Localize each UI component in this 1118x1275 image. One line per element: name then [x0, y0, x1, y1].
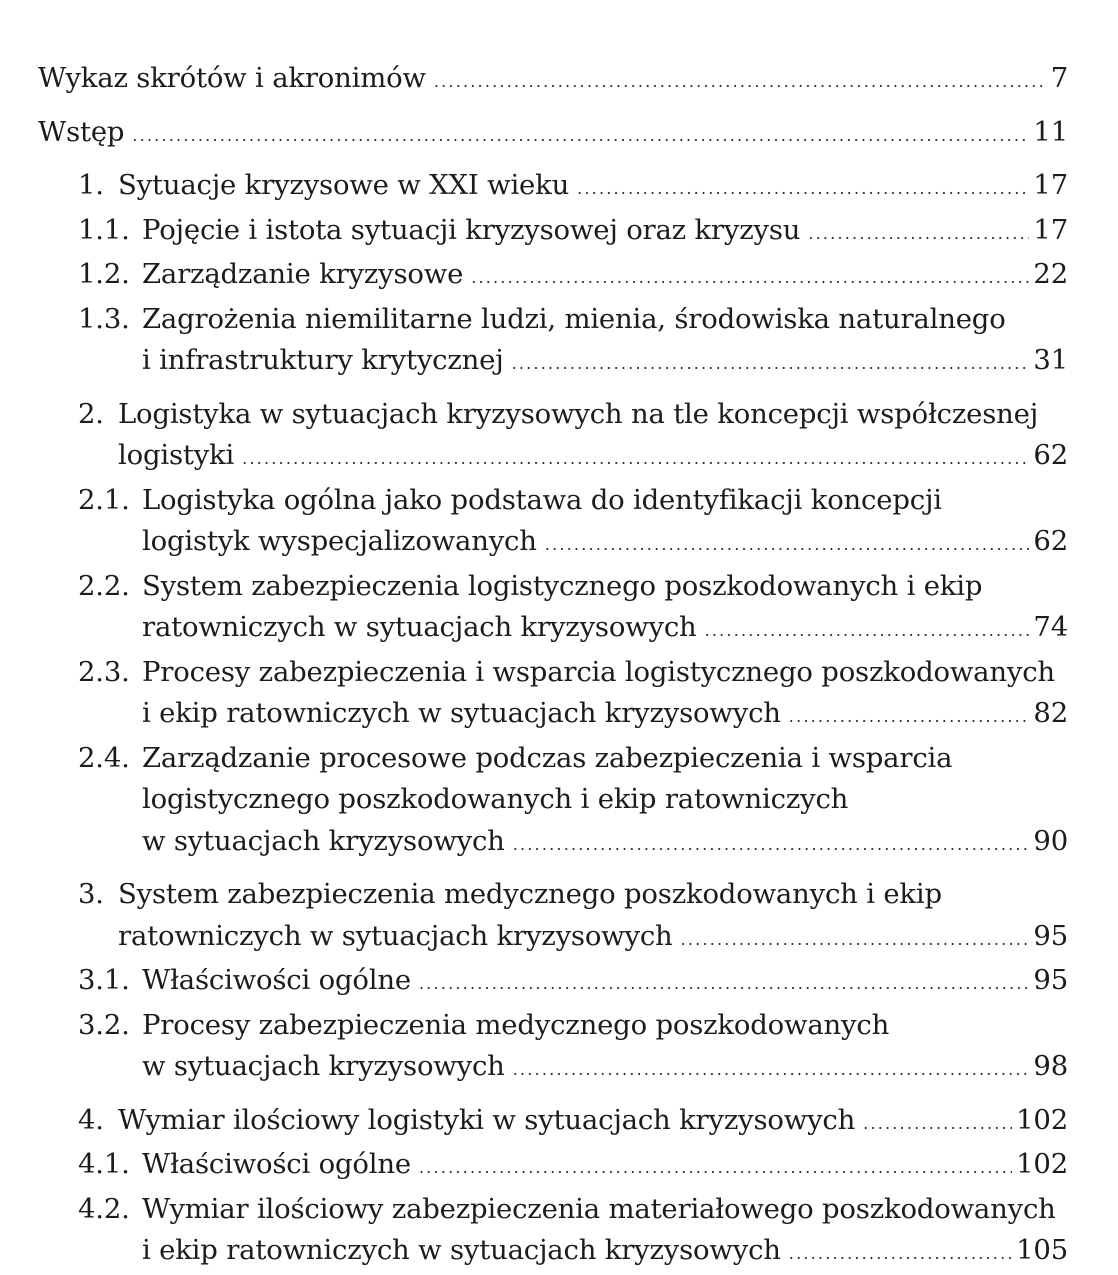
- toc-page-number: 95: [1033, 919, 1068, 952]
- leader-dots: [434, 61, 1047, 103]
- toc-number: 1.2.: [78, 258, 130, 290]
- toc-entry-title-line: w sytuacjach kryzysowych: [142, 824, 505, 857]
- toc-entry-title: Wykaz skrótów i akronimów: [38, 62, 426, 94]
- toc-entry-title-line: Zagrożenia niemilitarne ludzi, mienia, środowiska naturalnego: [142, 302, 1006, 335]
- toc-section-1-2: [38, 254, 1068, 299]
- table-of-contents: [38, 58, 1068, 1275]
- toc-entry-title-line: ratowniczych w sytuacjach kryzysowych: [118, 919, 673, 952]
- toc-entry-introduction: [38, 112, 1068, 157]
- leader-dots: [808, 213, 1029, 255]
- leader-dots: [577, 168, 1029, 210]
- toc-page-number: 102: [1016, 1148, 1068, 1180]
- toc-number: 3.1.: [78, 964, 130, 996]
- toc-chapter-2: [38, 394, 1068, 480]
- toc-entry-title-line: Procesy zabezpieczenia medycznego poszkodowanych: [142, 1008, 890, 1041]
- toc-entry-title: Pojęcie i istota sytuacji kryzysowej oraz kryzysu: [142, 213, 801, 246]
- toc-chapter-3: [38, 874, 1068, 960]
- toc-page-number: 62: [1033, 439, 1068, 471]
- toc-section-4-2: [38, 1189, 1068, 1275]
- toc-entry-title: Właściwości ogólne: [142, 964, 411, 996]
- toc-page-number: 82: [1033, 697, 1068, 729]
- toc-entry-abbreviations: [38, 58, 1068, 103]
- leader-dots: [789, 1233, 1012, 1275]
- toc-page-number: 22: [1033, 258, 1068, 290]
- leader-dots: [863, 1103, 1012, 1145]
- toc-section-4-1: [38, 1144, 1068, 1189]
- toc-number: 2.1.: [78, 483, 130, 516]
- toc-number: 2.: [78, 397, 104, 430]
- toc-page-number: 11: [1033, 115, 1068, 148]
- toc-entry-title-line: Logistyka w sytuacjach kryzysowych na tle koncepcji współczesnej: [118, 397, 1039, 430]
- toc-entry-title-line: w sytuacjach kryzysowych: [142, 1050, 505, 1082]
- toc-chapter-1: [38, 165, 1068, 210]
- toc-entry-title-line: i ekip ratowniczych w sytuacjach kryzysowych: [142, 1234, 781, 1266]
- toc-entry-title-line: Logistyka ogólna jako podstawa do identyfikacji koncepcji: [142, 483, 942, 516]
- toc-number: 1.: [78, 169, 104, 201]
- leader-dots: [512, 343, 1030, 385]
- leader-dots: [789, 696, 1030, 738]
- toc-number: 1.3.: [78, 302, 130, 335]
- toc-entry-title-line: System zabezpieczenia medycznego poszkodowanych i ekip: [118, 878, 942, 910]
- toc-entry-title-line: Zarządzanie procesowe podczas zabezpieczenia i wsparcia: [142, 741, 953, 774]
- toc-number: 4.1.: [78, 1148, 130, 1180]
- leader-dots: [545, 524, 1030, 566]
- toc-section-1-3: [38, 299, 1068, 385]
- toc-entry-title: Właściwości ogólne: [142, 1148, 411, 1180]
- toc-page-number: 17: [1033, 213, 1068, 246]
- toc-section-2-4: [38, 738, 1068, 866]
- toc-page-number: 31: [1033, 344, 1068, 376]
- leader-dots: [419, 963, 1029, 1005]
- toc-entry-title: Zarządzanie kryzysowe: [142, 258, 464, 290]
- toc-entry-title: Sytuacje kryzysowe w XXI wieku: [118, 169, 570, 201]
- toc-number: 4.: [78, 1103, 104, 1136]
- leader-dots: [513, 824, 1030, 866]
- toc-page-number: 90: [1033, 824, 1068, 857]
- toc-number: 2.3.: [78, 655, 130, 688]
- leader-dots: [513, 1049, 1030, 1091]
- toc-page-number: 7: [1050, 62, 1068, 94]
- leader-dots: [471, 257, 1029, 299]
- toc-number: 4.2.: [78, 1192, 130, 1225]
- toc-page-number: 95: [1033, 964, 1068, 996]
- toc-entry-title-line: System zabezpieczenia logistycznego poszkodowanych i ekip: [142, 569, 983, 602]
- toc-entry-title-line: i ekip ratowniczych w sytuacjach kryzysowych: [142, 697, 781, 729]
- toc-page-number: 17: [1033, 169, 1068, 201]
- toc-entry-title: Wstęp: [38, 115, 125, 148]
- toc-entry-title-line: logistyki: [118, 439, 235, 471]
- toc-entry-title-line: logistyk wyspecjalizowanych: [142, 525, 537, 557]
- toc-number: 2.2.: [78, 569, 130, 602]
- leader-dots: [242, 438, 1029, 480]
- toc-number: 3.: [78, 878, 104, 910]
- leader-dots: [681, 919, 1030, 961]
- toc-page-number: 98: [1033, 1050, 1068, 1082]
- leader-dots: [705, 610, 1030, 652]
- toc-section-3-2: [38, 1005, 1068, 1091]
- leader-dots: [419, 1147, 1012, 1189]
- toc-number: 1.1.: [78, 213, 130, 246]
- toc-number: 2.4.: [78, 741, 130, 774]
- toc-section-2-1: [38, 480, 1068, 566]
- toc-entry-title-line: Wymiar ilościowy zabezpieczenia materiałowego poszkodowanych: [142, 1192, 1056, 1225]
- leader-dots: [132, 115, 1029, 157]
- toc-entry-title-line: logistycznego poszkodowanych i ekip ratowniczych: [142, 783, 849, 815]
- toc-page-number: 62: [1033, 525, 1068, 557]
- toc-entry-title-line: i infrastruktury krytycznej: [142, 344, 504, 376]
- toc-entry-title: Wymiar ilościowy logistyki w sytuacjach kryzysowych: [118, 1103, 856, 1136]
- toc-page-number: 74: [1033, 611, 1068, 643]
- toc-chapter-4: [38, 1100, 1068, 1145]
- toc-section-3-1: [38, 960, 1068, 1005]
- toc-entry-title-line: ratowniczych w sytuacjach kryzysowych: [142, 611, 697, 643]
- toc-section-2-2: [38, 566, 1068, 652]
- toc-page-number: 102: [1016, 1103, 1068, 1136]
- toc-page-number: 105: [1016, 1234, 1068, 1266]
- toc-entry-title-line: Procesy zabezpieczenia i wsparcia logistycznego poszkodowanych: [142, 655, 1055, 688]
- toc-section-1-1: [38, 210, 1068, 255]
- toc-section-2-3: [38, 652, 1068, 738]
- toc-number: 3.2.: [78, 1008, 130, 1041]
